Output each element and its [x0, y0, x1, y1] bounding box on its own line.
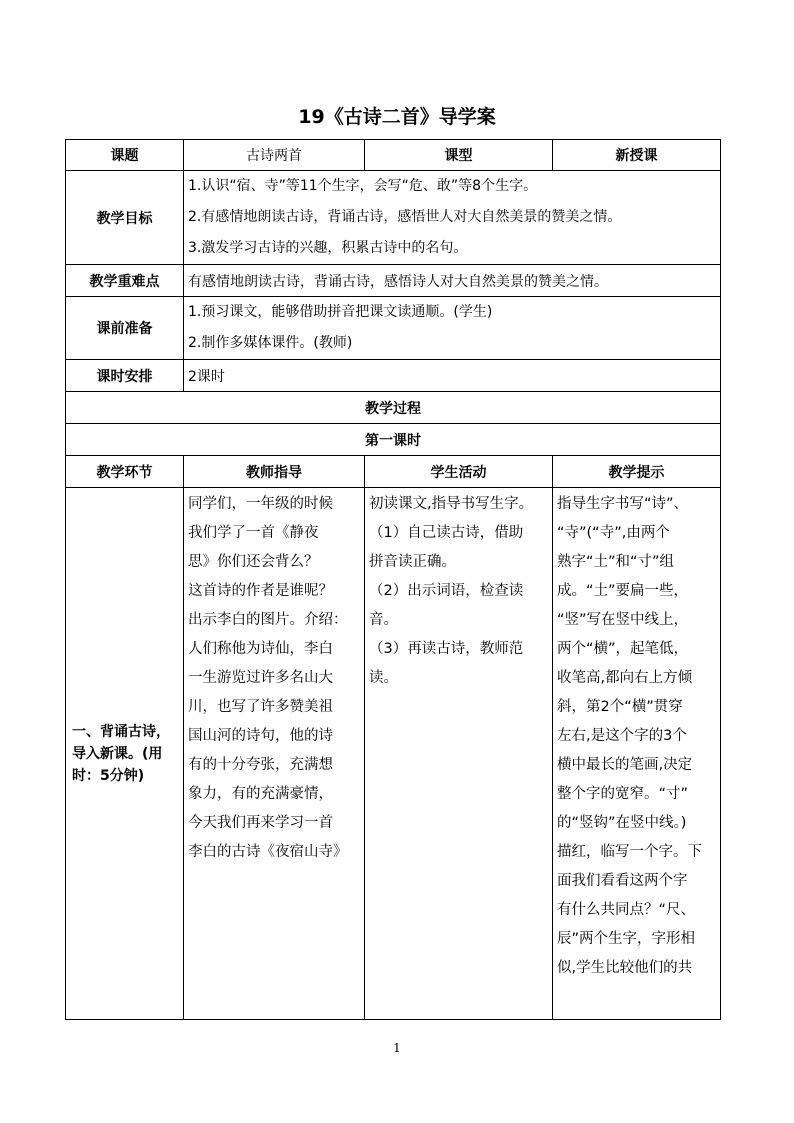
goal-item: 2.有感情地朗读古诗，背诵古诗，感悟世人对大自然美景的赞美之情。	[188, 209, 622, 225]
lesson-heading: 第一课时	[66, 424, 721, 456]
process-heading: 教学过程	[66, 392, 721, 424]
key-points-label: 教学重难点	[66, 265, 184, 297]
teacher-guidance-cell	[184, 488, 365, 1020]
process-heading-row	[66, 392, 721, 424]
column-header: 教师指导	[184, 456, 365, 488]
column-header: 教学环节	[66, 456, 184, 488]
lesson-heading-row	[66, 424, 721, 456]
topic-label: 课题	[66, 140, 184, 171]
column-header: 教学提示	[553, 456, 721, 488]
goals-label: 教学目标	[66, 171, 184, 265]
type-label: 课型	[365, 140, 553, 171]
stage-row	[66, 488, 721, 1020]
column-header: 学生活动	[365, 456, 553, 488]
key-points-value: 有感情地朗读古诗，背诵古诗，感悟诗人对大自然美景的赞美之情。	[184, 265, 721, 297]
preparation-item: 2.制作多媒体课件。(教师)	[188, 335, 353, 351]
schedule-value: 2课时	[184, 360, 721, 392]
preparation-content	[184, 297, 721, 360]
stage-cell: 一、背诵古诗，导入新课。(用时：5分钟)	[66, 488, 184, 1020]
goal-item: 1.认识“宿、寺”等11个生字，会写“危、敢”等8个生字。	[188, 178, 538, 194]
topic-value: 古诗两首	[184, 140, 365, 171]
key-points-row	[66, 265, 721, 297]
lesson-plan-table	[65, 139, 721, 1020]
goals-content	[184, 171, 721, 265]
teacher-guidance-text: 同学们，一年级的时候 我们学了一首《静夜 思》你们还会背么？ 这首诗的作者是谁呢？ 出示李白的图片。介绍： 人们称他为诗仙，李白 一生游览过许多名山大 川，也写了许多赞美祖 国山河的诗句，他的诗 有的十分夸张，充满想 象力，有的充满豪情， 今天我们再来学习一首 李白的古诗《夜宿山寺》	[188, 496, 348, 860]
column-header-row	[66, 456, 721, 488]
goals-row	[66, 171, 721, 265]
teaching-tips-cell	[553, 488, 721, 1020]
preparation-label: 课前准备	[66, 297, 184, 360]
type-value: 新授课	[553, 140, 721, 171]
student-activity-text: 初读课文,指导书写生字。 （1）自己读古诗，借助 拼音读正确。 （2）出示词语，检查读 音。 （3）再读古诗，教师范 读。	[369, 496, 534, 686]
schedule-row	[66, 360, 721, 392]
schedule-label: 课时安排	[66, 360, 184, 392]
student-activity-cell	[365, 488, 553, 1020]
header-row	[66, 140, 721, 171]
teaching-tips-text: 指导生字书写“诗”、 “寺”(“寺”,由两个 熟字“土”和“寸”组 成。“土”要扁一些， “竖”写在竖中线上， 两个“横”，起笔低， 收笔高,都向右上方倾 斜，第2个“横”贯穿 左右,是这个字的3个 横中最长的笔画,决定 整个字的宽窄。“寸” 的“竖钩”在竖中线。) 描红，临写一个字。下 面我们看看这两个字 有什么共同点？“尺、 辰”两个生字，字形相 似,学生比较他们的共	[557, 496, 702, 976]
page-number: 1	[393, 1041, 401, 1055]
document-title: 19《古诗二首》导学案	[298, 106, 496, 128]
preparation-row	[66, 297, 721, 360]
preparation-item: 1.预习课文，能够借助拼音把课文读通顺。(学生)	[188, 304, 493, 320]
goal-item: 3.激发学习古诗的兴趣，积累古诗中的名句。	[188, 240, 468, 256]
